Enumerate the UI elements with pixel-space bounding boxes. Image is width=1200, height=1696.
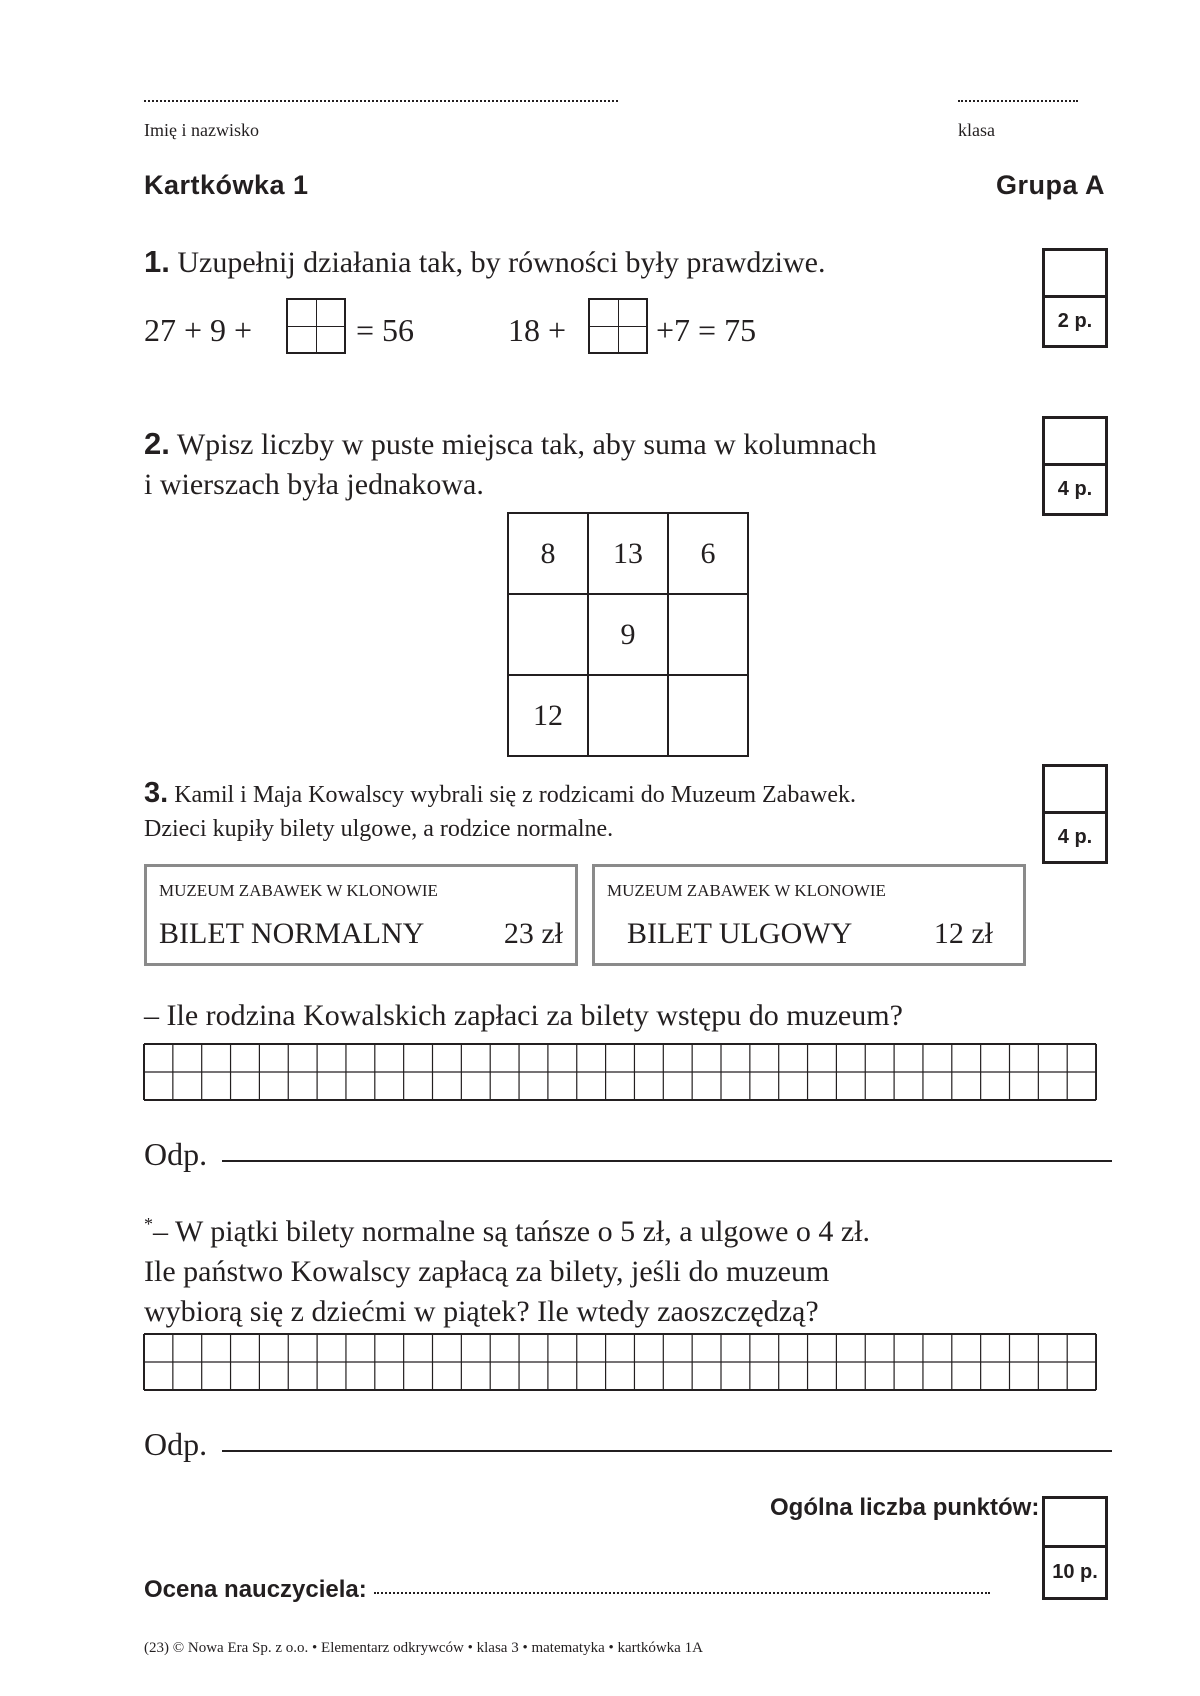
grid-cell-empty[interactable] xyxy=(668,594,748,675)
grid-cell-empty[interactable] xyxy=(508,594,588,675)
copyright-footer: (23) © Nowa Era Sp. z o.o. • Elementarz odkrywców • klasa 3 • matematyka • kartkówka 1A xyxy=(144,1640,703,1656)
task3-number: 3. xyxy=(144,777,169,809)
answer1-label: Odp. xyxy=(144,1136,208,1172)
equation1-answer-box[interactable] xyxy=(286,298,346,354)
teacher-grade-label: Ocena nauczyciela: xyxy=(144,1576,367,1603)
question2-line2: Ile państwo Kowalscy zapłacą za bilety, jeśli do muzeum xyxy=(144,1255,830,1288)
task1-instruction xyxy=(144,242,826,283)
grid-cell: 6 xyxy=(668,513,748,594)
ticket-normal xyxy=(144,864,578,966)
answer-grid-1[interactable] xyxy=(143,1043,1097,1101)
grid-cell: 8 xyxy=(508,513,588,594)
equation1-right: = 56 xyxy=(356,312,415,348)
magic-square-grid xyxy=(507,512,749,757)
task2-score-box[interactable] xyxy=(1042,416,1108,516)
name-line[interactable] xyxy=(144,100,618,102)
task1-score-input[interactable] xyxy=(1045,251,1105,298)
answer-grid-2[interactable] xyxy=(143,1333,1097,1391)
grid-cell-empty[interactable] xyxy=(588,675,668,756)
ticket-normal-price: 23 zł xyxy=(503,917,563,950)
teacher-grade-line[interactable] xyxy=(374,1592,990,1594)
task2-points: 4 p. xyxy=(1057,478,1093,500)
question2 xyxy=(144,1204,1044,1332)
task3-instruction xyxy=(144,776,856,846)
answer1-line[interactable] xyxy=(222,1160,1112,1162)
equation2-right: +7 = 75 xyxy=(656,312,757,348)
task1-points: 2 p. xyxy=(1057,310,1093,332)
task1-text: Uzupełnij działania tak, by równości były prawdziwe. xyxy=(177,246,826,279)
ticket-normal-museum: MUZEUM ZABAWEK W KLONOWIE xyxy=(159,881,438,900)
task3-score-input[interactable] xyxy=(1045,767,1105,814)
answer2-line[interactable] xyxy=(222,1450,1112,1452)
ticket-reduced-kind: BILET ULGOWY xyxy=(627,917,853,950)
total-score-input[interactable] xyxy=(1045,1499,1105,1548)
class-label: klasa xyxy=(958,120,995,140)
task3-text-line1: Kamil i Maja Kowalscy wybrali się z rodzicami do Muzeum Zabawek. xyxy=(174,782,856,808)
task2-text-line1: Wpisz liczby w puste miejsca tak, aby suma w kolumnach xyxy=(176,428,877,461)
answer2-label: Odp. xyxy=(144,1426,208,1462)
task2-number: 2. xyxy=(144,426,170,461)
task3-text-line2: Dzieci kupiły bilety ulgowe, a rodzice normalne. xyxy=(144,816,614,842)
task3-points: 4 p. xyxy=(1057,826,1093,848)
page-title: Kartkówka 1 xyxy=(144,170,309,200)
question2-star: * xyxy=(144,1214,153,1234)
total-points-label: Ogólna liczba punktów: xyxy=(770,1494,1040,1521)
task3-score-box[interactable] xyxy=(1042,764,1108,864)
grid-cell: 13 xyxy=(588,513,668,594)
name-label: Imię i nazwisko xyxy=(144,120,259,140)
task2-score-input[interactable] xyxy=(1045,419,1105,466)
equation2-answer-box[interactable] xyxy=(588,298,648,354)
ticket-reduced xyxy=(592,864,1026,966)
equation2-left: 18 + xyxy=(508,312,567,348)
grid-cell: 12 xyxy=(508,675,588,756)
total-score-box[interactable] xyxy=(1042,1496,1108,1600)
ticket-reduced-price: 12 zł xyxy=(933,917,993,950)
question2-line3: wybiorą się z dziećmi w piątek? Ile wtedy zaoszczędzą? xyxy=(144,1295,819,1328)
grid-cell: 9 xyxy=(588,594,668,675)
grid-cell-empty[interactable] xyxy=(668,675,748,756)
equation1-left: 27 + 9 + xyxy=(144,312,253,348)
total-points: 10 p. xyxy=(1052,1561,1098,1583)
ticket-reduced-museum: MUZEUM ZABAWEK W KLONOWIE xyxy=(607,881,886,900)
class-line[interactable] xyxy=(958,100,1078,102)
question2-line1: – W piątki bilety normalne są tańsze o 5 zł, a ulgowe o 4 zł. xyxy=(153,1215,871,1248)
question1: – Ile rodzina Kowalskich zapłaci za bilety wstępu do muzeum? xyxy=(144,999,903,1032)
task1-number: 1. xyxy=(144,244,170,279)
ticket-normal-kind: BILET NORMALNY xyxy=(159,917,425,950)
task1-score-box[interactable] xyxy=(1042,248,1108,348)
task2-text-line2: i wierszach była jednakowa. xyxy=(144,468,484,501)
group-label: Grupa A xyxy=(996,170,1106,200)
task2-instruction xyxy=(144,424,1044,505)
